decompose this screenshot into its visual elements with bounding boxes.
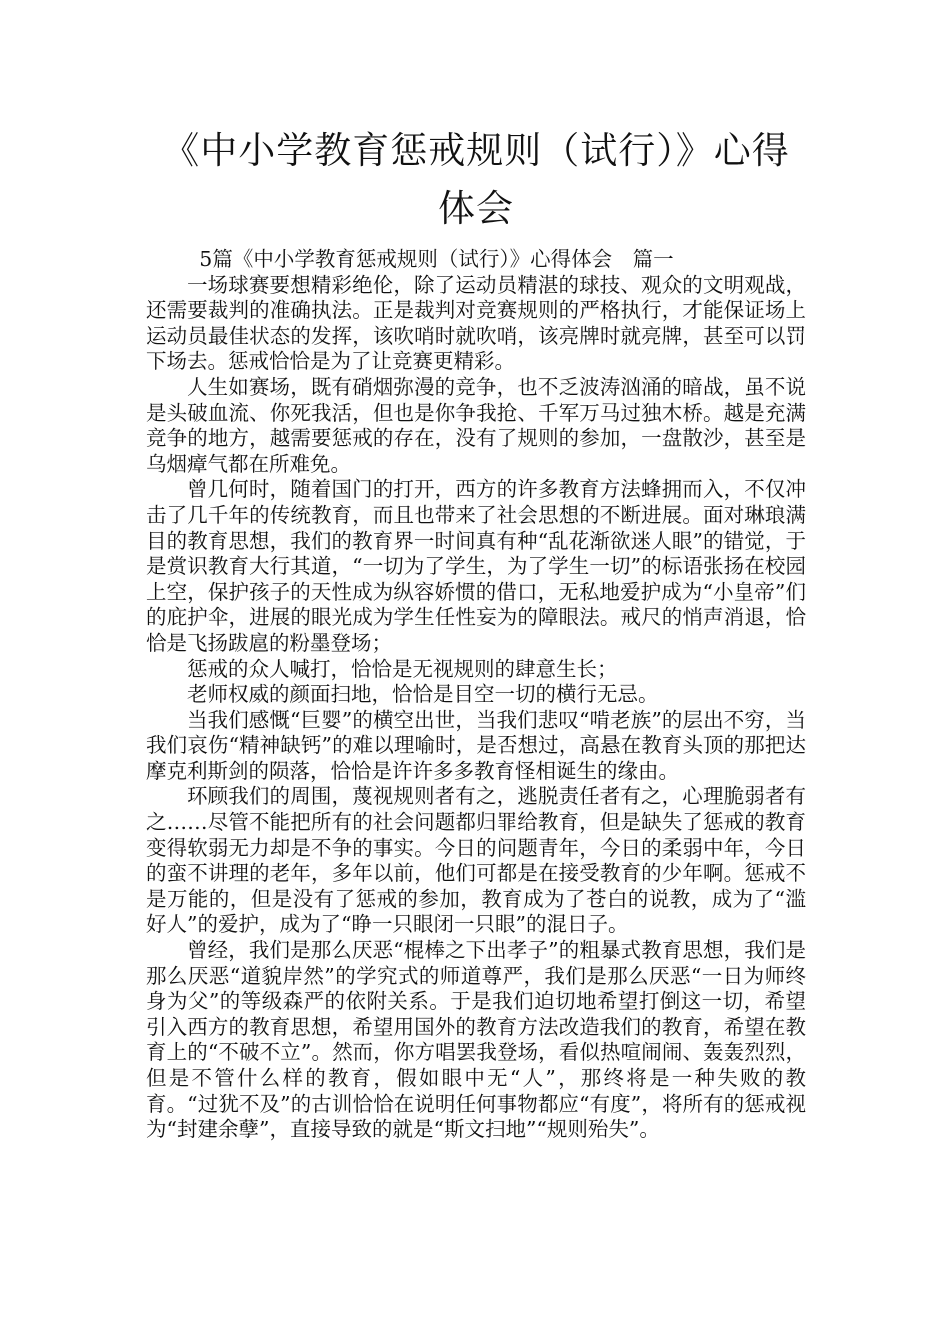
paragraph-1: 一场球赛要想精彩绝伦，除了运动员精湛的球技、观众的文明观战，还需要裁判的准确执法。正是裁判对竞赛规则的严格执行，才能保证场上运动员最佳状态的发挥，该吹哨时就吹哨，该亮牌时就亮牌，甚至可以罚下场去。惩戒恰恰是为了让竞赛更精彩。 — [146, 272, 806, 374]
paragraph-3: 曾几何时，随着国门的打开，西方的许多教育方法蜂拥而入，不仅冲击了几千年的传统教育，而且也带来了社会思想的不断进展。面对琳琅满目的教育思想，我们的教育界一时间真有种“乱花渐欲迷人眼”的错觉，于是赏识教育大行其道，“一切为了学生，为了学生一切”的标语张扬在校园上空，保护孩子的天性成为纵容娇惯的借口，无私地爱护成为“小皇帝”们的庇护伞，进展的眼光成为学生任性妄为的障眼法。戒尺的悄声消退，恰恰是飞扬跋扈的粉墨登场； — [146, 477, 806, 655]
paragraph-8: 曾经，我们是那么厌恶“棍棒之下出孝子”的粗暴式教育思想，我们是那么厌恶“道貌岸然”的学究式的师道尊严，我们是那么厌恶“一日为师终身为父”的等级森严的依附关系。于是我们迫切地希望打倒这一切，希望引入西方的教育思想，希望用国外的教育方法改造我们的教育，希望在教育上的“不破不立”。然而，你方唱罢我登场，看似热喧闹闹、轰轰烈烈，但是不管什么样的教育，假如眼中无“人”，那终将是一种失败的教育。“过犹不及”的古训恰恰在说明任何事物都应“有度”，将所有的惩戒视为“封建余孽”，直接导致的就是“斯文扫地”“规则殆失”。 — [146, 938, 806, 1142]
paragraph-5: 老师权威的颜面扫地，恰恰是目空一切的横行无忌。 — [187, 682, 659, 707]
paragraph-2: 人生如赛场，既有硝烟弥漫的竞争，也不乏波涛汹涌的暗战，虽不说是头破血流、你死我活，但也是你争我抢、千军万马过独木桥。越是充满竞争的地方，越需要惩戒的存在，没有了规则的参加，一盘散沙，甚至是乌烟瘴气都在所难免。 — [146, 374, 806, 476]
document-body — [146, 247, 806, 1143]
document-subtitle: 5篇《中小学教育惩戒规则（试行）》心得体会 篇一 — [199, 247, 674, 271]
document-title: 《中小学教育惩戒规则（试行）》心得体会 — [162, 129, 790, 230]
paragraph-4: 惩戒的众人喊打，恰恰是无视规则的肆意生长； — [187, 656, 618, 681]
paragraph-6: 当我们感慨“巨婴”的横空出世，当我们悲叹“啃老族”的层出不穷，当我们哀伤“精神缺钙”的难以理喻时，是否想过，高悬在教育头顶的那把达摩克利斯剑的陨落，恰恰是许许多多教育怪相诞生的缘由。 — [146, 707, 806, 783]
paragraph-7: 环顾我们的周围，蔑视规则者有之，逃脱责任者有之，心理脆弱者有之……尽管不能把所有的社会问题都归罪给教育，但是缺失了惩戒的教育变得软弱无力却是不争的事实。今日的问题青年，今日的柔弱中年，今日的蛮不讲理的老年，多年以前，他们可都是在接受教育的少年啊。惩戒不是万能的，但是没有了惩戒的参加，教育成为了苍白的说教，成为了“滥好人”的爱护，成为了“睁一只眼闭一只眼”的混日子。 — [146, 784, 806, 937]
